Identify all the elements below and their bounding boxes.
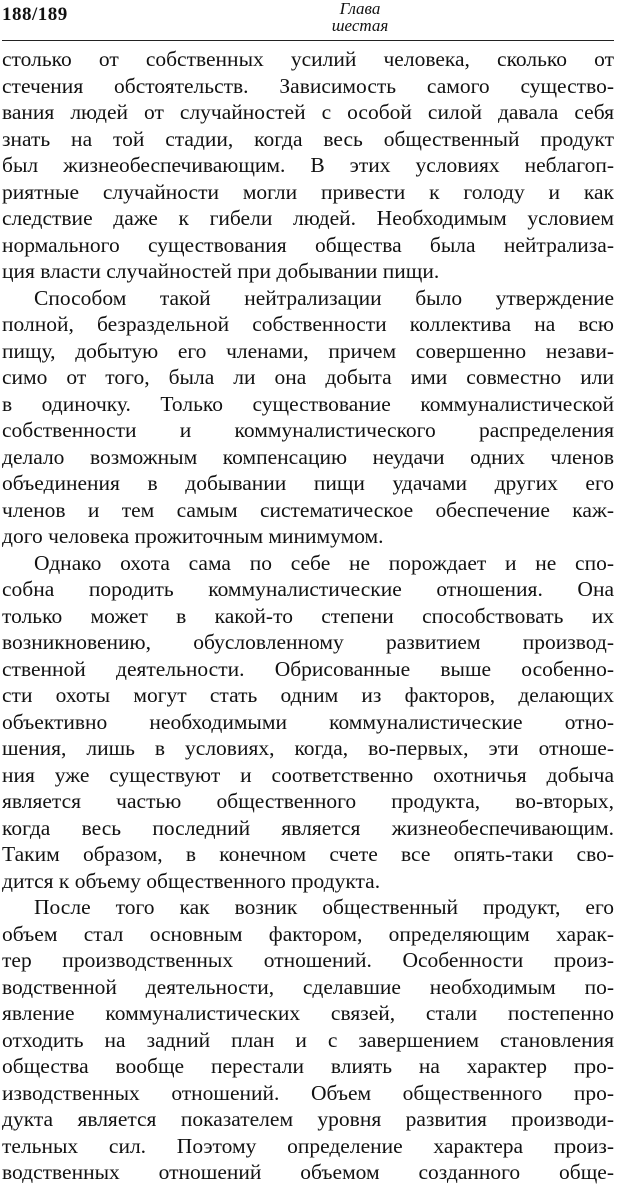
- text-line: когда весь последний является жизнеобеспечивающим.: [2, 815, 614, 840]
- text-line: членов и тем самым систематическое обеспечение каж-: [2, 497, 614, 522]
- text-line: дого человека прожиточным минимумом.: [2, 524, 384, 548]
- text-line: ственной деятельности. Обрисованные выше особенно-: [2, 656, 614, 681]
- text-line: тер производственных отношений. Особенности произ-: [2, 948, 614, 972]
- text-line: тельных сил. Поэтому определение характера произ-: [2, 1133, 614, 1158]
- text-line: дится к объему общественного продукта.: [2, 868, 381, 893]
- text-line: симо от того, была ли она добыта ими совместно или: [2, 365, 614, 389]
- text-line: вания людей от случайностей с особой силой давала себя: [2, 100, 614, 124]
- text-line: водственной деятельности, сделавшие необходимым по-: [2, 974, 614, 999]
- text-line: делало возможным компенсацию неудачи одних членов: [2, 444, 614, 469]
- text-line: водственных отношений объемом созданного обще-: [2, 1160, 614, 1184]
- text-line: сти охоты могут стать одним из факторов, делающих: [2, 683, 614, 707]
- text-line: отходить на задний план и с завершением становления: [2, 1027, 614, 1052]
- text-line: знать на той стадии, когда весь общественный продукт: [2, 126, 614, 151]
- text-line: общества вообще перестали влиять на характер про-: [2, 1054, 614, 1078]
- text-line: в одиночку. Только существование коммуналистической: [2, 391, 614, 416]
- text-line: собна породить коммуналистические отношения. Она: [2, 577, 614, 601]
- text-line: столько от собственных усилий человека, сколько от: [2, 47, 614, 71]
- running-head-number: шестая: [331, 16, 389, 35]
- text-line: полной, безраздельной собственности коллектива на всю: [2, 312, 614, 336]
- text-line: Способом такой нейтрализации было утверждение: [34, 285, 614, 310]
- text-line: является частью общественного продукта, во-вторых,: [2, 789, 614, 813]
- text-line: изводственных отношений. Объем общественного про-: [2, 1080, 614, 1105]
- text-line: После того как возник общественный продукт, его: [34, 895, 614, 919]
- text-line: Таким образом, в конечном счете все опять-таки сво-: [2, 842, 614, 866]
- text-line: объем стал основным фактором, определяющим харак-: [2, 921, 614, 946]
- page-number: 188/189: [2, 4, 68, 25]
- text-line: стечения обстоятельств. Зависимость самого существо-: [2, 73, 614, 98]
- body-text: [2, 46, 614, 1186]
- running-head: [320, 0, 400, 34]
- running-head-chapter: Глава: [339, 0, 381, 18]
- text-line: дукта является показателем уровня развития производи-: [2, 1107, 614, 1131]
- text-line: только может в какой-то степени способствовать их: [2, 603, 614, 628]
- text-line: явление коммуналистических связей, стали постепенно: [2, 1001, 614, 1025]
- header-rule: [2, 40, 614, 41]
- text-line: возникновению, обусловленному развитием производ-: [2, 630, 614, 654]
- text-line: следствие даже к гибели людей. Необходимым условием: [2, 206, 614, 230]
- text-line: был жизнеобеспечивающим. В этих условиях неблагоп-: [2, 153, 614, 177]
- text-line: нормального существования общества была нейтрализа-: [2, 232, 614, 257]
- text-line: объединения в добывании пищи удачами других его: [2, 471, 614, 495]
- page-header: [0, 0, 620, 44]
- text-line: пищу, добытую его членами, причем совершенно незави-: [2, 338, 614, 363]
- text-line: шения, лишь в условиях, когда, во-первых, эти отноше-: [2, 736, 614, 760]
- text-line: объективно необходимыми коммуналистические отно-: [2, 709, 614, 734]
- text-line: риятные случайности могли привести к голоду и как: [2, 179, 614, 204]
- text-line: Однако охота сама по себе не порождает и не спо-: [34, 550, 614, 575]
- text-line: ция власти случайностей при добывании пищи.: [2, 259, 440, 283]
- text-line: ния уже существуют и соответственно охотничья добыча: [2, 762, 614, 787]
- text-line: собственности и коммуналистического распределения: [2, 418, 614, 442]
